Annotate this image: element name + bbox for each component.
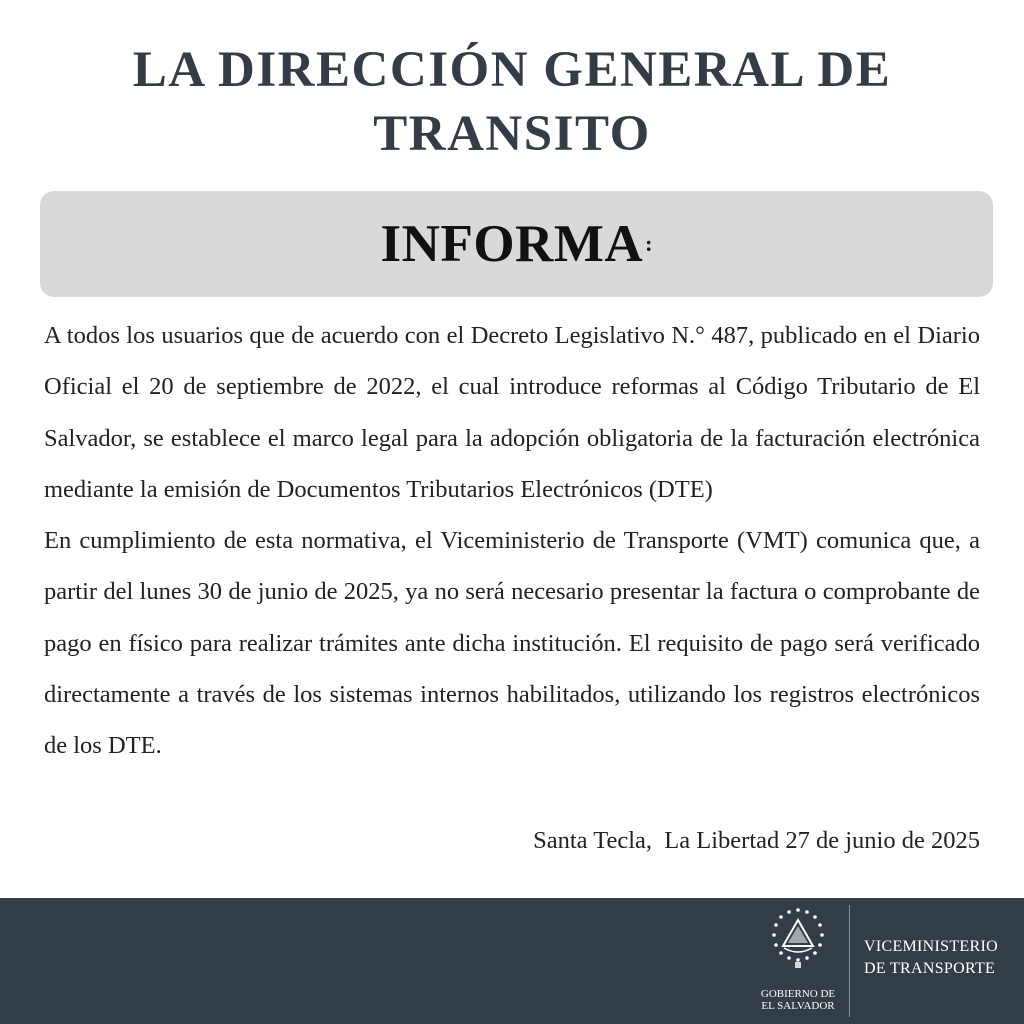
title-line-1: LA DIRECCIÓN GENERAL DE	[132, 42, 892, 98]
gov-line-1: GOBIERNO DE	[760, 988, 836, 1000]
notice-body	[44, 310, 980, 772]
informa-banner	[40, 191, 993, 297]
vmt-line-2: DE TRANSPORTE	[864, 960, 996, 977]
vmt-line-1: VICEMINISTERIO	[864, 938, 998, 955]
place-date-signature: Santa Tecla, La Libertad 27 de junio de 2025	[533, 827, 980, 854]
footer-divider	[849, 905, 850, 1017]
informa-heading: INFORMA	[380, 215, 644, 273]
government-label	[746, 988, 850, 1012]
title-line-2: TRANSITO	[373, 106, 651, 162]
gov-line-2: EL SALVADOR	[761, 1000, 835, 1012]
paragraph-announcement: En cumplimiento de esta normativa, el Viceministerio de Transporte (VMT) comunica que, a partir del lunes 30 de junio de 2025, ya no será necesario presentar la factura o comprobante de pago en físico para realizar trámites ante dicha institución. El requisito de pago será verificado directamente a través de los sistemas internos habilitados, utilizando los registros electrónicos de los DTE.	[44, 527, 980, 760]
viceministerio-label	[864, 936, 1014, 980]
page-title	[40, 38, 984, 166]
informa-colon: :	[645, 231, 653, 256]
el-salvador-coat-of-arms-icon	[762, 902, 834, 982]
paragraph-decree: A todos los usuarios que de acuerdo con el Decreto Legislativo N.° 487, publicado en el Diario Oficial el 20 de septiembre de 2022, el cual introduce reformas al Código Tributario de El Salvador, se establece el marco legal para la adopción obligatoria de la facturación electrónica mediante la emisión de Documentos Tributarios Electrónicos (DTE)	[44, 322, 980, 503]
